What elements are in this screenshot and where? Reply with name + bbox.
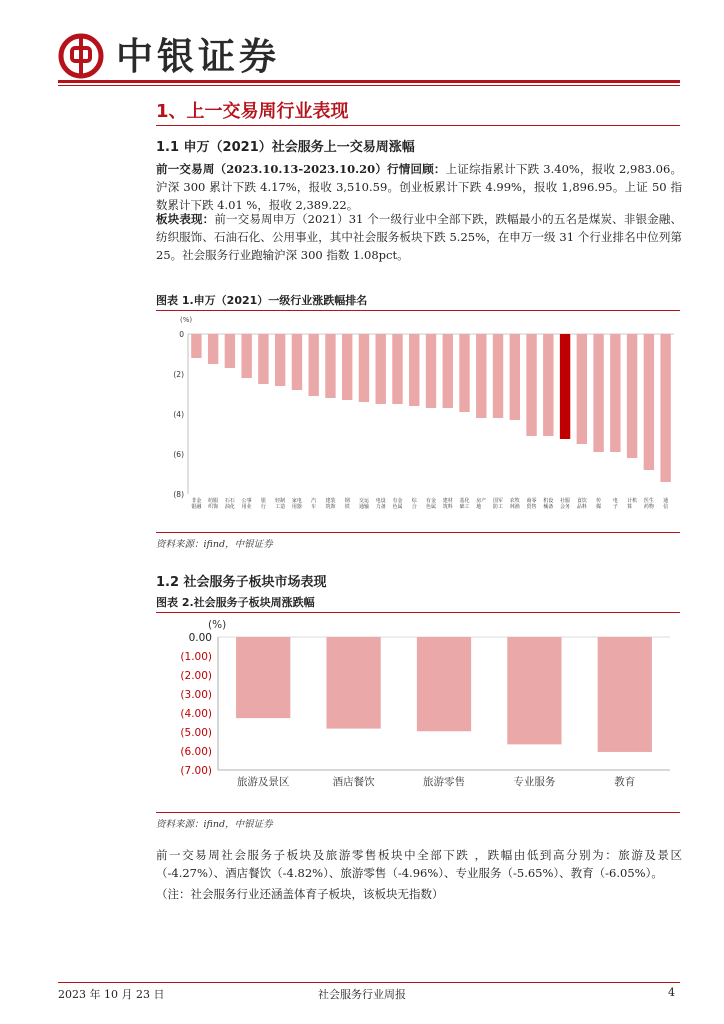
subsection-title-2: 1.2 社会服务子板块市场表现 <box>156 575 327 590</box>
chart1-bar <box>610 334 620 452</box>
figure-2-source: 资料来源：ifind，中银证券 <box>156 819 273 830</box>
chart1-category-label: 建筑 <box>442 498 448 510</box>
chart1-bar <box>225 334 235 368</box>
chart2-bar <box>326 637 380 729</box>
chart1-category-label: 电力 <box>375 498 381 510</box>
chart1-bar <box>359 334 369 402</box>
chart1-bar <box>426 334 436 408</box>
chart2-category-label: 旅游零售 <box>423 776 465 788</box>
chart1-bar <box>660 334 670 482</box>
chart1-category-label: 事业 <box>246 498 252 510</box>
footer-rule <box>58 982 680 983</box>
chart1-category-label: 饮料 <box>581 498 587 510</box>
chart2-tick-label: (5.00) <box>180 727 212 739</box>
chart2-tick-label: (1.00) <box>180 651 212 663</box>
chart1-category-label: 制造 <box>280 498 286 510</box>
chart1-category-label: 设备 <box>380 498 386 510</box>
sector-performance-body: 前一交易周申万（2021）31 个一级行业中全部下跌，跌幅最小的五名是煤炭、非银金融、纺织服饰、石油石化、公用事业，其中社会服务板块下跌 5.25%，在申万一级 31 个行业排名中位列第 25。社会服务行业跑输沪深 300 指数 1.08pct。 <box>156 212 682 262</box>
chart1-ylabel: (%) <box>180 316 193 324</box>
chart1-category-label: 国防 <box>493 498 499 510</box>
chart1-category-label: 综合 <box>411 498 417 510</box>
chart1-bar <box>292 334 302 390</box>
chart2-tick-label: (7.00) <box>180 765 212 777</box>
figure-2-rule <box>156 612 680 613</box>
chart1-category-label: 食品 <box>576 498 582 510</box>
header-rule <box>58 80 680 83</box>
chart1-category-label: 牧渔 <box>514 498 520 510</box>
market-review-body: 上证综指累计下跌 3.40%，报收 2,983.06。沪深 300 累计下跌 4.17%，报收 3,510.59。创业板累计下跌 4.99%，报收 1,896.95。上证 50 指数累计下跌 4.01 %，报收 2,389.22。 <box>156 162 682 212</box>
brand-name: 中银证券 <box>116 35 280 78</box>
chart1-category-label: 房地 <box>476 498 482 510</box>
bank-of-china-logo-icon <box>58 33 104 79</box>
chart1-category-label: 轻工 <box>275 498 281 510</box>
figure-1-title: 图表 1.申万（2021）一级行业涨跌幅排名 <box>156 294 368 307</box>
chart2-bar <box>236 637 290 718</box>
chart1-category-label: 机 <box>632 498 638 504</box>
chart1-category-label: 汽车 <box>311 498 317 510</box>
chart1-category-label: 有色 <box>392 498 398 510</box>
chart2-category-label: 教育 <box>614 776 636 788</box>
sub-sector-chart <box>156 614 680 812</box>
footer-page-number: 4 <box>668 986 675 999</box>
chart1-category-label: 设备 <box>548 498 554 510</box>
chart1-category-label: 公用 <box>241 498 247 510</box>
chart1-bar <box>526 334 536 436</box>
chart1-bar <box>376 334 386 404</box>
chart1-bar <box>627 334 637 458</box>
chart1-category-label: 电子 <box>612 498 618 510</box>
chart1-category-label: 零售 <box>531 498 537 510</box>
chart2-category-label: 酒店餐饮 <box>332 776 375 788</box>
chart2-tick-label: (4.00) <box>180 708 212 720</box>
market-review-lead: 前一交易周（2023.10.13-2023.10.20）行情回顾： <box>156 162 446 176</box>
chart1-category-label: 装饰 <box>330 498 336 510</box>
chart2-tick-label: (2.00) <box>180 670 212 682</box>
chart1-category-label: 石油 <box>224 498 230 510</box>
chart1-category-label: 通信 <box>663 498 669 510</box>
chart1-category-label: 计算 <box>627 498 633 510</box>
industry-ranking-chart <box>156 312 680 532</box>
sub-sector-summary-paragraph: 前一交易周社会服务子板块及旅游零售板块中全部下跌 ，跌幅由低到高分别为：旅游及景区（-4.27%）、酒店餐饮（-4.82%）、旅游零售（-4.96%）、专业服务（-5.65%）、教育（-6.05%）。 <box>156 848 682 880</box>
source-2-rule <box>156 812 680 813</box>
chart1-category-label: 纺织 <box>208 498 214 510</box>
footer-report-name: 社会服务行业周报 <box>318 988 406 1001</box>
chart1-category-label: 生物 <box>648 498 654 510</box>
chart1-bar <box>644 334 654 470</box>
chart2-ylabel: (%) <box>208 619 227 631</box>
chart1-bar <box>241 334 251 378</box>
chart1-bar <box>409 334 419 406</box>
chart1-bar <box>459 334 469 412</box>
chart1-tick-label: (2) <box>173 370 184 379</box>
chart1-category-label: 商贸 <box>526 498 532 510</box>
chart1-category-label: 军工 <box>498 498 504 510</box>
chart1-category-label: 家用 <box>291 498 297 510</box>
chart1-tick-label: 0 <box>179 330 184 339</box>
chart1-tick-label: (4) <box>173 410 184 419</box>
chart1-bar <box>593 334 603 452</box>
chart2-bar <box>507 637 561 744</box>
sector-performance-lead: 板块表现： <box>156 212 215 226</box>
chart1-category-label: 交通 <box>358 498 364 510</box>
chart1-bar <box>392 334 402 404</box>
chart2-category-label: 旅游及景区 <box>236 776 290 788</box>
chart1-tick-label: (8) <box>173 490 184 499</box>
chart2-bar <box>417 637 471 731</box>
chart1-category-label: 医药 <box>643 498 649 510</box>
chart1-bar <box>325 334 335 398</box>
chart1-category-label: 建筑 <box>325 498 331 510</box>
chart1-category-label: 银行 <box>260 498 266 510</box>
chart1-bar <box>191 334 201 358</box>
chart1-category-label: 运输 <box>363 498 369 510</box>
chart1-bar <box>208 334 218 364</box>
chart1-category-label: 材料 <box>447 498 453 510</box>
market-review-paragraph <box>156 160 682 214</box>
chart1-category-label: 电器 <box>296 498 302 510</box>
chart1-category-label: 钢铁 <box>344 498 350 510</box>
chart2-tick-label: (6.00) <box>180 746 212 758</box>
chart2-category-label: 专业服务 <box>513 776 556 788</box>
chart1-category-label: 有色 <box>425 498 432 510</box>
chart2-tick-label: 0.00 <box>188 632 212 644</box>
chart1-bar <box>258 334 268 384</box>
figure-2-title: 图表 2.社会服务子板块周涨跌幅 <box>156 596 315 609</box>
chart1-category-label: 农林 <box>509 498 515 510</box>
footer-date: 2023 年 10 月 23 日 <box>58 988 165 1001</box>
chart1-category-label: 社会 <box>560 498 566 510</box>
chart1-category-label: 传媒 <box>596 498 602 510</box>
section-rule <box>156 125 680 126</box>
chart1-category-label: 产 <box>481 498 487 504</box>
section-title: 1、上一交易周行业表现 <box>156 101 349 122</box>
chart1-bar <box>308 334 318 396</box>
sector-performance-paragraph <box>156 210 682 264</box>
chart1-category-label: 机械 <box>543 498 549 510</box>
chart1-bar <box>510 334 520 420</box>
header-rule-thin <box>58 85 680 86</box>
chart1-category-label: 金融 <box>196 498 202 510</box>
source-1-rule <box>156 532 680 533</box>
chart1-category-label: 服务 <box>565 498 571 510</box>
chart2-bar <box>598 637 652 752</box>
chart1-category-label: 化工 <box>464 498 470 510</box>
figure-1-source: 资料来源：ifind，中银证券 <box>156 539 273 550</box>
chart1-bar <box>493 334 503 418</box>
chart1-tick-label: (6) <box>173 450 184 459</box>
chart1-bar <box>342 334 352 400</box>
subsection-title-1: 1.1 申万（2021）社会服务上一交易周涨幅 <box>156 140 415 155</box>
chart1-category-label: 基础 <box>459 498 465 510</box>
chart1-category-label: 金属 <box>397 498 403 510</box>
chart1-category-label: 非银 <box>191 498 197 510</box>
chart1-bar <box>275 334 285 386</box>
note-text: （注：社会服务行业还涵盖体育子板块，该板块无指数） <box>156 887 444 901</box>
chart1-bar <box>560 334 570 439</box>
chart1-bar <box>476 334 486 418</box>
chart1-category-label: 金属 <box>430 498 437 510</box>
chart1-category-label: 石化 <box>229 498 235 510</box>
chart1-bar <box>577 334 587 444</box>
chart1-bar <box>443 334 453 408</box>
chart1-bar <box>543 334 553 436</box>
chart2-tick-label: (3.00) <box>180 689 212 701</box>
figure-1-rule <box>156 310 680 311</box>
chart1-category-label: 服饰 <box>213 498 219 510</box>
